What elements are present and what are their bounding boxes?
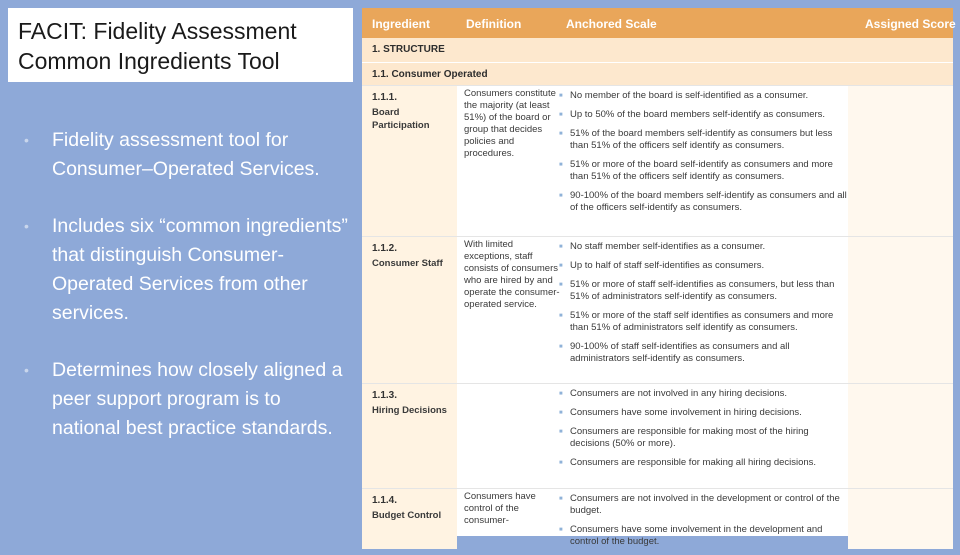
bullet-text: Fidelity assessment tool for Consumer–Operated Services. [52, 129, 320, 180]
score-cell [848, 384, 953, 488]
ingredient-name: Consumer Staff [372, 258, 443, 269]
scale-option: ■ 90-100% of staff self-identifies as consumers and all administrators self-identify as consumers. [558, 341, 848, 365]
scale-cell [558, 241, 848, 372]
scale-option: ■ Up to 50% of the board members self-identify as consumers. [558, 109, 848, 121]
ingredient-cell [362, 86, 457, 236]
table-row [362, 85, 953, 236]
scale-option: ■ 90-100% of the board members self-identify as consumers and all of the officers self-identify as consumers. [558, 190, 848, 214]
scale-option: ■ Consumers are responsible for making all hiring decisions. [558, 457, 848, 469]
bullet-dot-icon: • [24, 132, 29, 148]
header-assigned-score: Assigned Score [865, 17, 956, 31]
ingredient-number: 1.1.1. [372, 92, 398, 103]
ingredient-cell [362, 237, 457, 383]
score-cell [848, 237, 953, 383]
bullet-item [24, 356, 349, 443]
definition-cell [458, 384, 562, 386]
scale-cell [558, 493, 848, 555]
bullet-dot-icon: • [24, 218, 29, 234]
ingredient-number: 1.1.2. [372, 243, 398, 254]
scale-option: ■ No staff member self-identifies as a consumer. [558, 241, 848, 253]
table-row [362, 383, 953, 488]
section-title: 1. STRUCTURE [372, 44, 445, 55]
slide-title-line-1: FACIT: Fidelity Assessment [18, 18, 297, 44]
table-header-row [362, 8, 956, 38]
ingredient-name: Hiring Decisions [372, 405, 447, 416]
bullet-dot-icon: • [24, 362, 29, 378]
ingredient-name: Board Participation [372, 107, 430, 131]
ingredient-number: 1.1.3. [372, 390, 398, 401]
score-cell [848, 86, 953, 236]
header-anchored-scale: Anchored Scale [566, 17, 657, 31]
table-row [362, 236, 953, 383]
bullet-text: Includes six “common ingredients” that distinguish Consumer-Operated Services from other services. [52, 215, 348, 324]
definition-cell: With limited exceptions, staff consists of consumers who are hired by and operate the consumer-operated service. [464, 239, 560, 310]
subsection-title: 1.1. Consumer Operated [372, 69, 488, 80]
scale-cell [558, 388, 848, 476]
definition-cell: Consumers constitute the majority (at least 51%) of the board or group that decides policies and procedures. [464, 88, 556, 159]
header-definition: Definition [466, 17, 522, 31]
scale-option: ■ 51% or more of the staff self identifies as consumers and more than 51% of administrators self identify as consumers. [558, 310, 848, 334]
bullet-text: Determines how closely aligned a peer support program is to national best practice standards. [52, 359, 343, 439]
bullet-list [24, 126, 349, 471]
scale-option: ■ Consumers are not involved in the development or control of the budget. [558, 493, 848, 517]
header-ingredient: Ingredient [372, 17, 431, 31]
ingredient-cell [362, 384, 457, 488]
section-band [362, 38, 953, 62]
scale-option: ■ Consumers are not involved in any hiring decisions. [558, 388, 848, 400]
bullet-item [24, 212, 349, 328]
ingredient-cell [362, 489, 457, 549]
subsection-band [362, 62, 953, 85]
scale-option: ■ No member of the board is self-identified as a consumer. [558, 90, 848, 102]
slide-title-box [8, 8, 353, 82]
definition-cell: Consumers have control of the consumer- [464, 491, 536, 526]
scale-option: ■ Consumers are responsible for making most of the hiring decisions (50% or more). [558, 426, 848, 450]
slide-title-line-2: Common Ingredients Tool [18, 48, 280, 74]
ingredient-number: 1.1.4. [372, 495, 398, 506]
ingredient-name: Budget Control [372, 510, 442, 521]
scale-option: ■ 51% of the board members self-identify as consumers but less than 51% of the officers self identify as consumers. [558, 128, 848, 152]
score-cell [848, 489, 953, 549]
scale-option: ■ Up to half of staff self-identifies as consumers. [558, 260, 848, 272]
facit-document-image [362, 8, 956, 547]
scale-option: ■ 51% or more of the board self-identify as consumers and more than 51% of the officers self identify as consumers. [558, 159, 848, 183]
table-row [362, 488, 953, 549]
scale-option: ■ Consumers have some involvement in hiring decisions. [558, 407, 848, 419]
scale-option: ■ 51% or more of staff self-identifies as consumers, but less than 51% of administrators self-identify as consumers. [558, 279, 848, 303]
bullet-item [24, 126, 349, 184]
scale-cell [558, 90, 848, 221]
scale-option: ■ Consumers have some involvement in the development and control of the budget. [558, 524, 848, 548]
